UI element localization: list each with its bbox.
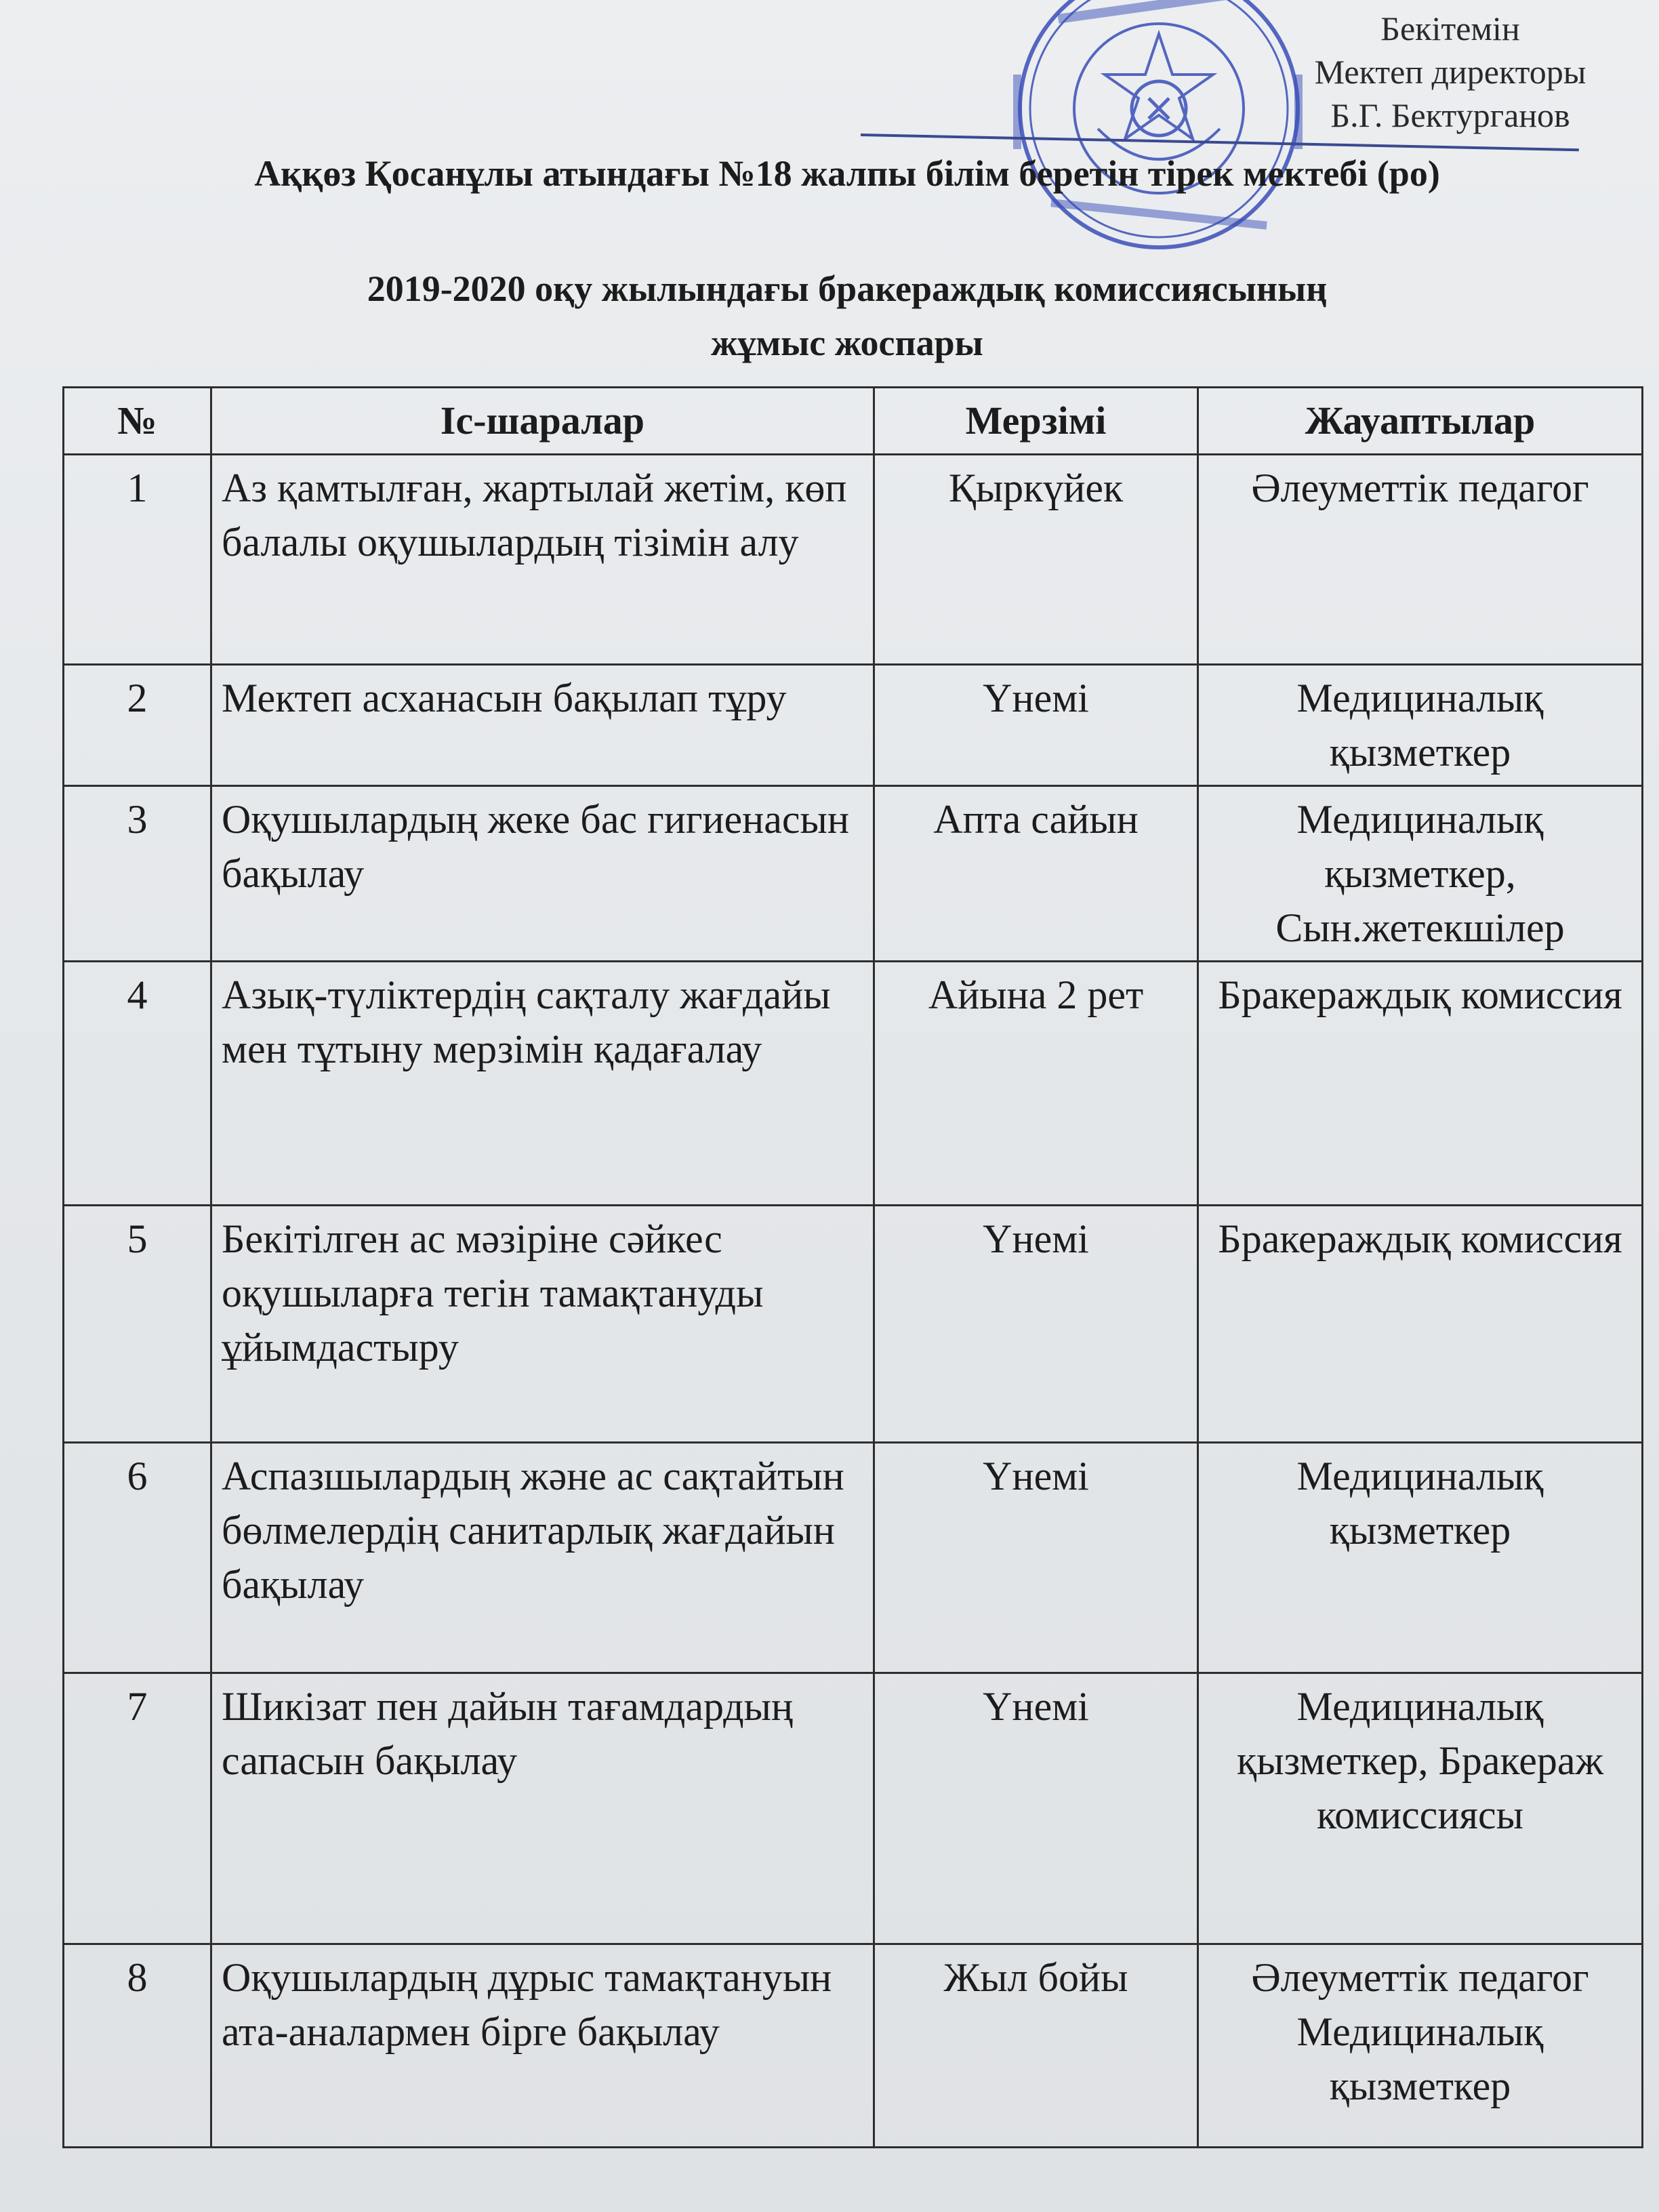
row-term: Үнемі <box>874 665 1198 786</box>
row-responsible: Медициналық қызметкер, Сын.жетекшілер <box>1198 786 1643 962</box>
header-term: Мерзімі <box>874 388 1198 455</box>
header-activities: Іс-шаралар <box>211 388 874 455</box>
row-term: Жыл бойы <box>874 1944 1198 2148</box>
table-row <box>64 1944 1643 2148</box>
table-row <box>64 665 1643 786</box>
row-number: 5 <box>64 1206 211 1443</box>
row-activity: Аз қамтылған, жартылай жетім, көп балалы оқушылардың тізімін алу <box>211 455 874 665</box>
approval-block <box>1274 7 1626 137</box>
table-row <box>64 1673 1643 1944</box>
year-title: 2019-2020 оқу жылындағы бракераждық комиссиясының <box>367 268 1328 309</box>
row-number: 7 <box>64 1673 211 1944</box>
table-row <box>64 1206 1643 1443</box>
row-number: 6 <box>64 1443 211 1673</box>
row-activity: Оқушылардың жеке бас гигиенасын бақылау <box>211 786 874 962</box>
table-row <box>64 786 1643 962</box>
table-row <box>64 962 1643 1206</box>
plan-title: жұмыс жоспары <box>711 323 983 363</box>
row-number: 3 <box>64 786 211 962</box>
row-responsible: Медициналық қызметкер, Бракераж комиссиясы <box>1198 1673 1643 1944</box>
row-responsible: Медициналық қызметкер <box>1198 1443 1643 1673</box>
row-activity: Азық-түліктердің сақталу жағдайы мен тұтыну мерзімін қадағалау <box>211 962 874 1206</box>
row-number: 8 <box>64 1944 211 2148</box>
row-number: 2 <box>64 665 211 786</box>
director-position: Мектеп директоры <box>1314 53 1586 91</box>
table-row <box>64 1443 1643 1673</box>
row-activity: Бекітілген ас мәзіріне сәйкес оқушыларға тегін тамақтануды ұйымдастыру <box>211 1206 874 1443</box>
table-row <box>64 455 1643 665</box>
row-responsible: Бракераждық комиссия <box>1198 1206 1643 1443</box>
row-term: Қыркүйек <box>874 455 1198 665</box>
row-term: Үнемі <box>874 1206 1198 1443</box>
table-header-row <box>64 388 1643 455</box>
approval-word: Бекітемін <box>1380 9 1520 47</box>
row-responsible: Медициналық қызметкер <box>1198 665 1643 786</box>
row-activity: Мектеп асханасын бақылап тұру <box>211 665 874 786</box>
row-activity: Оқушылардың дұрыс тамақтануын ата-аналармен бірге бақылау <box>211 1944 874 2148</box>
school-title: Аққөз Қосанұлы атындағы №18 жалпы білім беретін тірек мектебі (ро) <box>254 153 1440 194</box>
row-term: Үнемі <box>874 1443 1198 1673</box>
director-name: Б.Г. Бектурганов <box>1330 96 1570 134</box>
row-term: Үнемі <box>874 1673 1198 1944</box>
header-responsible: Жауаптылар <box>1198 388 1643 455</box>
row-term: Апта сайын <box>874 786 1198 962</box>
row-responsible: Бракераждық комиссия <box>1198 962 1643 1206</box>
header-number: № <box>64 388 211 455</box>
row-responsible: Әлеуметтік педагог Медициналық қызметкер <box>1198 1944 1643 2148</box>
row-number: 1 <box>64 455 211 665</box>
row-responsible: Әлеуметтік педагог <box>1198 455 1643 665</box>
work-plan-table <box>62 386 1643 2148</box>
row-term: Айына 2 рет <box>874 962 1198 1206</box>
row-activity: Аспазшылардың және ас сақтайтын бөлмелердің санитарлық жағдайын бақылау <box>211 1443 874 1673</box>
row-activity: Шикізат пен дайын тағамдардың сапасын бақылау <box>211 1673 874 1944</box>
row-number: 4 <box>64 962 211 1206</box>
